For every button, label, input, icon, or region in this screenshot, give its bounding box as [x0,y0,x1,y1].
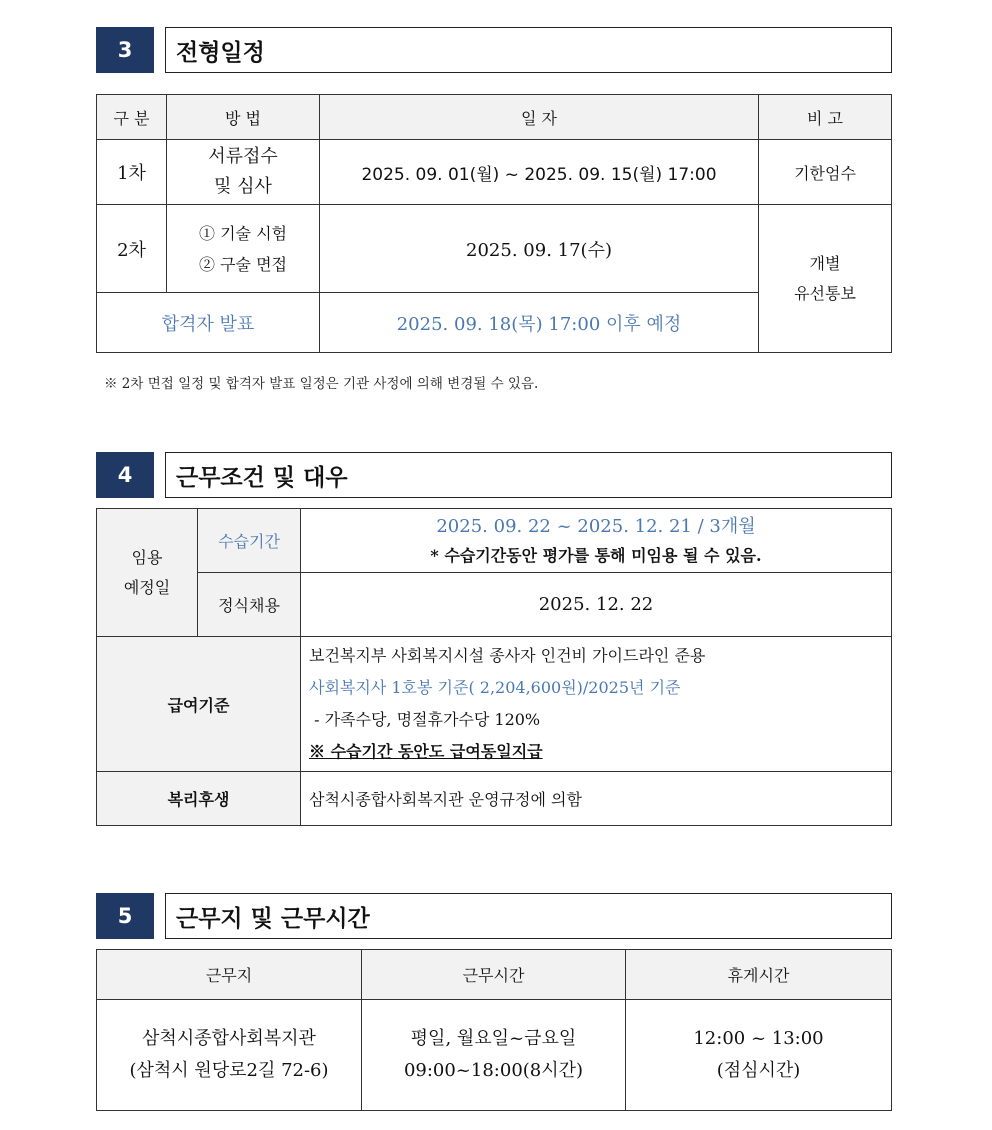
break-cell [626,1000,892,1111]
hours-cell [362,1000,626,1111]
section-title: 전형일정 [165,27,892,73]
salary-line1: 보건복지부 사회복지시설 종사자 인건비 가이드라인 준용 [309,646,706,665]
salary-line2: 사회복지사 1호봉 기준( 2,204,600원)/2025년 기준 [309,678,681,697]
conditions-table [96,508,892,826]
remark-2 [759,205,892,353]
section-title: 근무지 및 근무시간 [165,893,892,939]
workplace-line2: (삼척시 원당로2길 72-6) [129,1060,329,1081]
section-number: 4 [96,452,154,498]
section-header-4 [96,452,892,498]
salary-cell [301,637,892,772]
training-value: 2025. 09. 22 ~ 2025. 12. 21 / 3개월 [436,515,756,537]
announce-label: 합격자 발표 [97,293,320,353]
hours-line2: 09:00~18:00(8시간) [403,1060,584,1081]
header-hours: 근무시간 [362,950,626,1000]
break-line2: (점심시간) [716,1060,801,1081]
workplace-table [96,949,892,1111]
remark-1: 기한엄수 [759,140,892,205]
header-category: 구 분 [97,95,167,140]
hours-line1: 평일, 월요일~금요일 [410,1028,577,1049]
method-2-line2: ② 구술 면접 [199,254,287,274]
header-method: 방 법 [167,95,320,140]
welfare-label: 복리후생 [97,772,301,826]
workplace-cell [97,1000,362,1111]
salary-label: 급여기준 [97,637,301,772]
header-workplace: 근무지 [97,950,362,1000]
method-2-line1: ① 기술 시험 [199,223,287,243]
method-2 [167,205,320,293]
section-number: 5 [96,893,154,939]
remark-2-line2: 유선통보 [794,283,856,303]
salary-line3: - 가족수당, 명절휴가수당 120% [309,710,541,729]
salary-line4: ※ 수습기간 동안도 급여동일지급 [309,742,543,761]
announce-date: 2025. 09. 18(목) 17:00 이후 예정 [320,293,759,353]
schedule-table [96,94,892,353]
stage-1: 1차 [97,140,167,205]
regular-label: 정식채용 [198,573,301,637]
header-date: 일 자 [320,95,759,140]
appoint-label-line2: 예정일 [123,577,171,597]
break-line1: 12:00 ~ 13:00 [693,1028,824,1049]
appoint-label [97,509,198,637]
section-header-3 [96,27,892,73]
date-1: 2025. 09. 01(월) ~ 2025. 09. 15(월) 17:00 [320,140,759,205]
appoint-label-line1: 임용 [131,547,163,567]
header-break: 휴게시간 [626,950,892,1000]
method-1 [167,140,320,205]
training-note: * 수습기간동안 평가를 통해 미임용 될 수 있음. [430,545,762,565]
header-remark: 비 고 [759,95,892,140]
section-title: 근무조건 및 대우 [165,452,892,498]
regular-value: 2025. 12. 22 [301,573,892,637]
training-label: 수습기간 [198,509,301,573]
workplace-line1: 삼척시종합사회복지관 [142,1028,316,1049]
method-1-line1: 서류접수 [208,146,278,167]
welfare-value: 삼척시종합사회복지관 운영규정에 의함 [301,772,892,826]
stage-2: 2차 [97,205,167,293]
schedule-note: ※ 2차 면접 일정 및 합격자 발표 일정은 기관 사정에 의해 변경될 수 있음. [104,376,539,392]
training-cell [301,509,892,573]
date-2: 2025. 09. 17(수) [320,205,759,293]
section-header-5 [96,893,892,939]
section-number: 3 [96,27,154,73]
remark-2-line1: 개별 [809,253,841,273]
method-1-line2: 및 심사 [214,176,272,197]
